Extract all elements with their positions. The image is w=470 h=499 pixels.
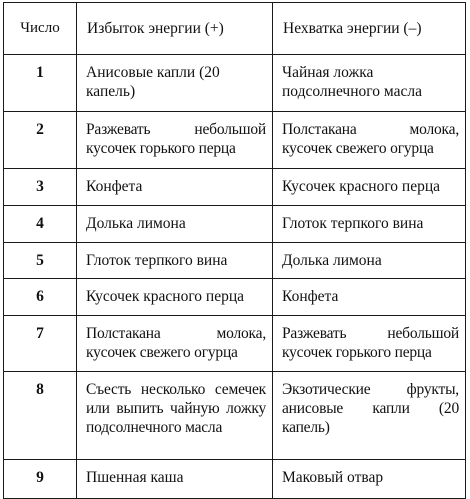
- table-header-row: [4, 3, 466, 55]
- row-number: 2: [4, 112, 77, 169]
- energy-table: [3, 2, 466, 499]
- excess-cell: Полстакана молока, кусочек свежего огурца: [77, 316, 273, 372]
- excess-cell: Глоток терпкого вина: [77, 243, 273, 279]
- header-excess-energy: Избыток энергии (+): [77, 3, 273, 55]
- table-row: [4, 206, 466, 243]
- row-number: 9: [4, 460, 77, 499]
- table-row: [4, 372, 466, 460]
- deficit-cell: Полстакана молока, кусочек свежего огурца: [273, 112, 466, 169]
- deficit-cell: Кусочек красного перца: [273, 169, 466, 206]
- excess-cell: Конфета: [77, 169, 273, 206]
- excess-cell: Долька лимона: [77, 206, 273, 243]
- table-row: [4, 316, 466, 372]
- row-number: 1: [4, 55, 77, 112]
- row-number: 3: [4, 169, 77, 206]
- excess-cell: Кусочек красного перца: [77, 279, 273, 316]
- table-row: [4, 169, 466, 206]
- row-number: 7: [4, 316, 77, 372]
- deficit-cell: Разжевать небольшой кусочек горького перца: [273, 316, 466, 372]
- row-number: 5: [4, 243, 77, 279]
- header-deficit-energy: Нехватка энергии (–): [273, 3, 466, 55]
- excess-cell: Съесть несколько семечек или выпить чайную ложку подсолнечного масла: [77, 372, 273, 460]
- excess-cell: Анисовые капли (20 капель): [77, 55, 273, 112]
- table-row: [4, 112, 466, 169]
- deficit-cell: Глоток терпкого вина: [273, 206, 466, 243]
- deficit-cell: Экзотические фрукты, анисовые капли (20 капель): [273, 372, 466, 460]
- row-number: 8: [4, 372, 77, 460]
- deficit-cell: Долька лимона: [273, 243, 466, 279]
- header-number: Число: [4, 3, 77, 55]
- deficit-cell: Конфета: [273, 279, 466, 316]
- table-row: [4, 279, 466, 316]
- table-row: [4, 55, 466, 112]
- row-number: 6: [4, 279, 77, 316]
- excess-cell: Пшенная каша: [77, 460, 273, 499]
- deficit-cell: Чайная ложка подсолнечного масла: [273, 55, 466, 112]
- excess-cell: Разжевать небольшой кусочек горького перца: [77, 112, 273, 169]
- table-row: [4, 243, 466, 279]
- row-number: 4: [4, 206, 77, 243]
- table-row: [4, 460, 466, 499]
- deficit-cell: Маковый отвар: [273, 460, 466, 499]
